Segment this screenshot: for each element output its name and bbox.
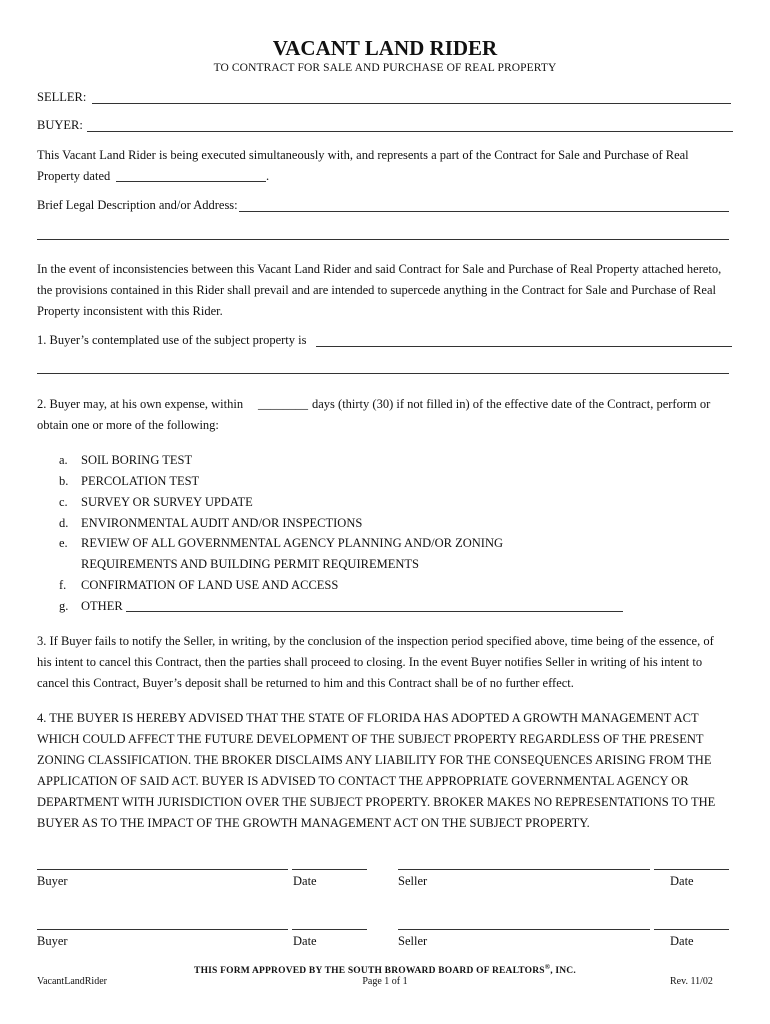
clause1-text: 1. Buyer’s contemplated use of the subject property is <box>37 333 307 347</box>
legal-description-input-line-2[interactable] <box>37 239 729 240</box>
intro-property-dated-label: Property dated <box>37 169 111 183</box>
buyer-label: BUYER: <box>37 118 83 132</box>
clause4-line1: 4. THE BUYER IS HEREBY ADVISED THAT THE STATE OF FLORIDA HAS ADOPTED A GROWTH MANAGEMENT ACT <box>37 711 699 725</box>
seller-date-line-2[interactable] <box>654 929 729 930</box>
seller-date-label-2: Date <box>670 934 694 948</box>
option-soil-boring: SOIL BORING TEST <box>81 453 193 467</box>
clause2-suffix: days (thirty (30) if not filled in) of the effective date of the Contract, perform or <box>312 397 711 411</box>
buyer-signature-line[interactable] <box>37 869 288 870</box>
inconsistency-line1: In the event of inconsistencies between this Vacant Land Rider and said Contract for Sale and Purchase of Real Property attached hereto, <box>37 262 722 276</box>
option-letter: c. <box>59 495 68 509</box>
form-name: VacantLandRider <box>37 976 107 987</box>
other-input-line[interactable] <box>126 611 623 612</box>
form-title: VACANT LAND RIDER <box>272 36 498 60</box>
clause4-line4: APPLICATION OF SAID ACT. BUYER IS ADVISED TO CONTACT THE APPROPRIATE GOVERNMENTAL AGENCY OR <box>37 774 689 788</box>
seller-date-line[interactable] <box>654 869 729 870</box>
clause2-prefix: 2. Buyer may, at his own expense, within <box>37 397 244 411</box>
option-letter: d. <box>59 516 69 530</box>
registered-mark: ® <box>544 963 551 971</box>
option-letter: f. <box>59 578 67 592</box>
seller-signature-line-2[interactable] <box>398 929 650 930</box>
revision-label: Rev. 11/02 <box>670 976 713 987</box>
clause4-line6: BUYER AS TO THE IMPACT OF THE GROWTH MANAGEMENT ACT ON THE SUBJECT PROPERTY. <box>37 816 590 830</box>
buyer-date-label: Date <box>293 874 317 888</box>
option-land-use: CONFIRMATION OF LAND USE AND ACCESS <box>81 578 339 592</box>
seller-signature-label: Seller <box>398 874 428 888</box>
option-other: OTHER <box>81 599 123 613</box>
approval-text: THIS FORM APPROVED BY THE SOUTH BROWARD BOARD OF REALTORS <box>194 966 545 977</box>
property-dated-input-line[interactable] <box>116 181 266 182</box>
buyer-signature-line-2[interactable] <box>37 929 288 930</box>
option-letter: e. <box>59 536 68 550</box>
buyer-signature-label: Buyer <box>37 874 68 888</box>
clause4-line5: DEPARTMENT WITH JURISDICTION OVER THE SUBJECT PROPERTY. BROKER MAKES NO REPRESENTATIONS TO THE <box>37 795 716 809</box>
contemplated-use-input-line[interactable] <box>316 346 732 347</box>
option-letter: b. <box>59 474 69 488</box>
buyer-date-line-2[interactable] <box>292 929 367 930</box>
legal-description-label: Brief Legal Description and/or Address: <box>37 198 238 212</box>
inconsistency-line3: Property inconsistent with this Rider. <box>37 304 223 318</box>
inconsistency-line2: the provisions contained in this Rider shall prevail and are intended to supercede anything in the Contract for Sale and Purchase of Real <box>37 283 716 297</box>
buyer-date-line[interactable] <box>292 869 367 870</box>
buyer-input-line[interactable] <box>87 131 733 132</box>
buyer-signature-label-2: Buyer <box>37 934 68 948</box>
option-review-planning: REVIEW OF ALL GOVERNMENTAL AGENCY PLANNING AND/OR ZONING <box>81 536 504 550</box>
clause2-line2: obtain one or more of the following: <box>37 418 219 432</box>
clause4-line2: WHICH COULD AFFECT THE FUTURE DEVELOPMENT OF THE SUBJECT PROPERTY REGARDLESS OF THE PRESENT <box>37 732 704 746</box>
clause3-line1: 3. If Buyer fails to notify the Seller, in writing, by the conclusion of the inspection period specified above, time being of the essence, of <box>37 634 714 648</box>
buyer-date-label-2: Date <box>293 934 317 948</box>
option-letter: a. <box>59 453 68 467</box>
legal-description-input-line[interactable] <box>239 211 729 212</box>
approval-notice <box>0 963 770 976</box>
seller-signature-line[interactable] <box>398 869 650 870</box>
seller-date-label: Date <box>670 874 694 888</box>
option-review-planning-cont: REQUIREMENTS AND BUILDING PERMIT REQUIREMENTS <box>81 557 419 571</box>
days-blank[interactable]: ________ <box>258 397 308 411</box>
seller-label: SELLER: <box>37 90 87 104</box>
option-percolation: PERCOLATION TEST <box>81 474 200 488</box>
clause3-line3: cancel this Contract, Buyer’s deposit shall be returned to him and this Contract shall be of no further effect. <box>37 676 574 690</box>
intro-text-line1: This Vacant Land Rider is being executed simultaneously with, and represents a part of the Contract for Sale and Purchase of Real <box>37 148 689 162</box>
clause4-line3: ZONING CLASSIFICATION. THE BROKER DISCLAIMS ANY LIABILITY FOR THE CONSEQUENCES ARISING FROM THE <box>37 753 712 767</box>
option-environmental: ENVIRONMENTAL AUDIT AND/OR INSPECTIONS <box>81 516 363 530</box>
option-survey: SURVEY OR SURVEY UPDATE <box>81 495 253 509</box>
seller-input-line[interactable] <box>92 103 731 104</box>
intro-period: . <box>266 169 270 183</box>
option-letter: g. <box>59 599 69 613</box>
approval-suffix: , INC. <box>550 966 576 977</box>
contemplated-use-input-line-2[interactable] <box>37 373 729 374</box>
page-number: Page 1 of 1 <box>362 976 408 987</box>
seller-signature-label-2: Seller <box>398 934 428 948</box>
clause3-line2: his intent to cancel this Contract, then the parties shall proceed to closing. In the event Buyer notifies Seller in writing of his intent to <box>37 655 703 669</box>
form-subtitle: TO CONTRACT FOR SALE AND PURCHASE OF REAL PROPERTY <box>213 62 557 74</box>
